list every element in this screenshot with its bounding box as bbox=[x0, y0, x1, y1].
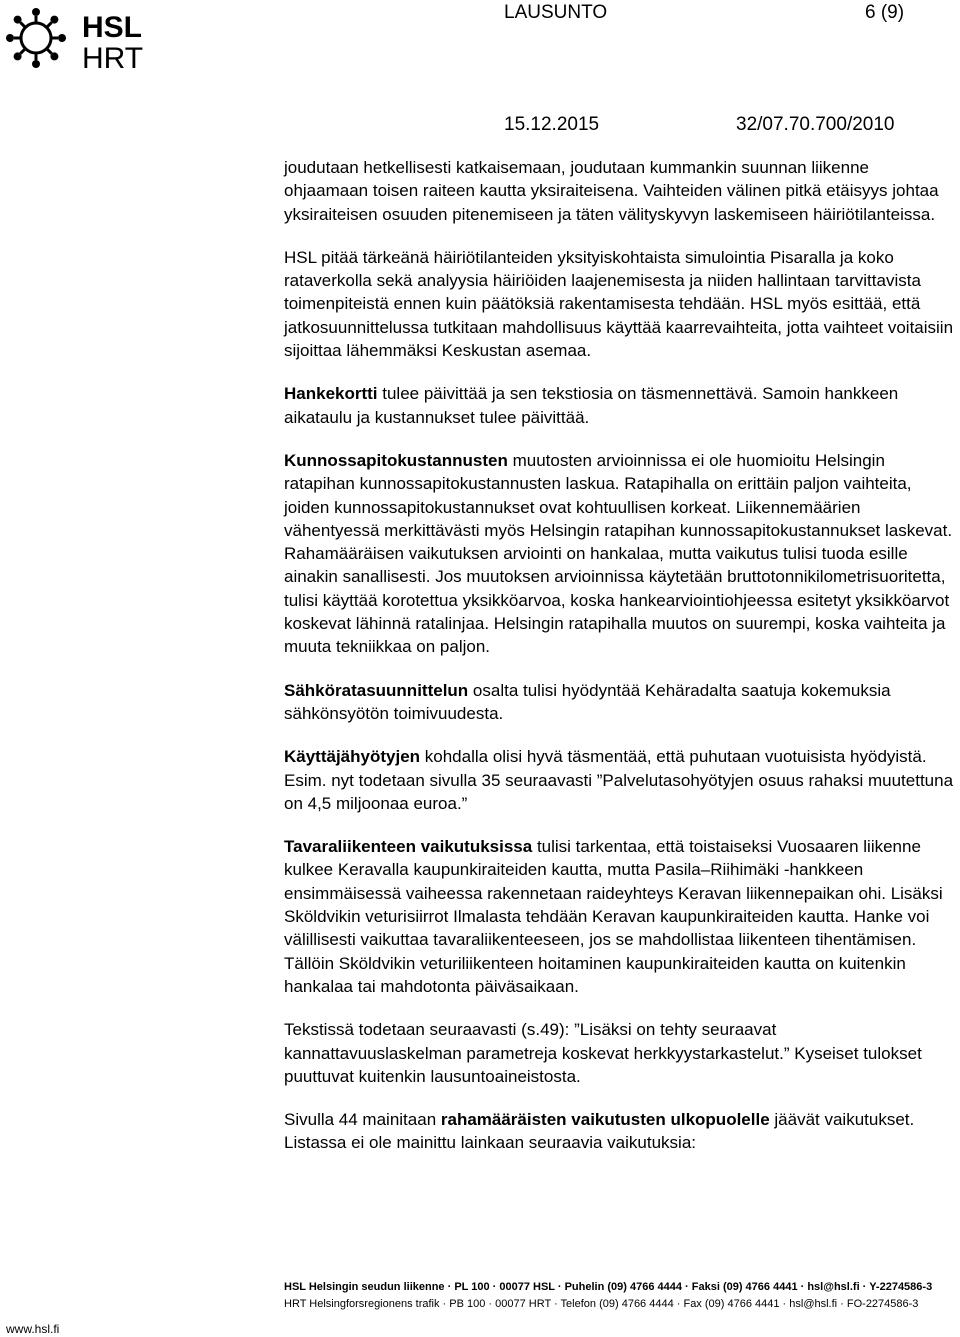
document-type: LAUSUNTO bbox=[504, 2, 608, 23]
bold-term: Kunnossapitokustannusten bbox=[284, 450, 508, 470]
paragraph-text: jäävät vaikutukset. Listassa ei ole mainittu lainkaan seuraavia vaikutuksia: bbox=[284, 1110, 915, 1153]
paragraph-text: Tekstissä todetaan seuraavasti (s.49): ”Lisäksi on tehty seuraavat kannattavuuslaskelman parametreja koskevat herkkyystarkastelut.” Kyseiset tulokset puuttuvat kuitenkin lausuntoaineistosta. bbox=[284, 1020, 922, 1086]
paragraph bbox=[284, 449, 956, 659]
paragraph bbox=[284, 1108, 956, 1155]
logo-hsl-text: HSL bbox=[82, 11, 142, 44]
paragraph-text: kohdalla olisi hyvä täsmentää, että puhutaan vuotuisista hyödyistä. Esim. nyt todetaan sivulla 35 seuraavasti ”Palvelutasohyötyjen osuus rahaksi muutettuna on 4,5 miljoonaa euroa.” bbox=[284, 747, 954, 813]
page-number: 6 (9) bbox=[865, 2, 905, 23]
paragraph-text: Sivulla 44 mainitaan bbox=[284, 1110, 441, 1130]
hsl-logo bbox=[4, 6, 154, 70]
paragraph bbox=[284, 679, 956, 726]
paragraph-text: osalta tulisi hyödyntää Kehäradalta saatuja kokemuksia sähkönsyötön toimivuudesta. bbox=[284, 680, 891, 723]
bold-term: rahamääräisten vaikutusten ulkopuolelle bbox=[440, 1110, 770, 1130]
logo-hrt-text: HRT bbox=[82, 42, 144, 70]
paragraph bbox=[284, 156, 956, 226]
bold-term: Hankekortti bbox=[284, 384, 378, 404]
bold-term: Tavaraliikenteen vaikutuksissa bbox=[284, 837, 533, 857]
paragraph bbox=[284, 382, 956, 429]
document-body bbox=[284, 156, 956, 1175]
reference-number: 32/07.70.700/2010 bbox=[736, 114, 895, 135]
footer-swedish-contact: HRT Helsingforsregionens trafik · PB 100 · 00077 HRT · Telefon (09) 4766 4444 · Fax (09) 4766 4441 · hsl@hsl.fi · FO-2274586-3 bbox=[284, 1298, 919, 1310]
bold-term: Sähköratasuunnittelun bbox=[284, 680, 469, 700]
sun-icon bbox=[6, 8, 66, 68]
paragraph bbox=[284, 246, 956, 362]
footer bbox=[284, 1279, 932, 1313]
bold-term: Käyttäjähyötyjen bbox=[284, 747, 421, 767]
paragraph bbox=[284, 745, 956, 815]
paragraph bbox=[284, 1018, 956, 1088]
footer-website-link[interactable]: www.hsl.fi bbox=[6, 1322, 60, 1336]
paragraph-text: joudutaan hetkellisesti katkaisemaan, joudutaan kummankin suunnan liikenne ohjaamaan toisen raiteen kautta yksiraiteisena. Vaihteiden välinen pitkä etäisyys johtaa yksiraiteisen osuuden pitenemiseen ja täten välityskyvyn laskemiseen häiriötilanteissa. bbox=[284, 158, 939, 224]
document-date: 15.12.2015 bbox=[504, 114, 600, 135]
paragraph-text: tulee päivittää ja sen tekstiosia on täsmennettävä. Samoin hankkeen aikataulu ja kustannukset tulee päivittää. bbox=[284, 384, 899, 427]
paragraph bbox=[284, 835, 956, 998]
paragraph-text: muutosten arvioinnissa ei ole huomioitu Helsingin ratapihan kunnossapitokustannusten laskua. Ratapihalla on erittäin paljon vaihteita, joiden kunnossapitokustannukset ovat kohtuullisen korkeat. Liikennemäärien vähentyessä merkittävästi myös Helsingin ratapihan kunnossapitokustannukset laskevat. Rahamääräisen vaikutuksen arviointi on hankalaa, mutta vaikutus tulisi tuoda esille ainakin sanallisesti. Jos muutoksen arvioinnissa käytetään bruttotonnikilometrisuoritetta, tulisi käyttää korotettua yksikköarvoa, koska hankearviointiohjeessa esitetyt yksikköarvot koskevat lähinnä ratalinjaa. Helsingin ratapihalla muutos on suurempi, koska vaihteita ja muuta tekniikkaa on paljon. bbox=[284, 450, 953, 657]
paragraph-text: tulisi tarkentaa, että toistaiseksi Vuosaaren liikenne kulkee Keravalla kaupunkiraiteiden kautta, mutta Pasila–Riihimäki -hankkeen ensimmäisessä vaiheessa rakennetaan raideyhteys Keravan liikennepaikan ohi. Lisäksi Sköldvikin veturisiirrot Ilmalasta tehdään Keravan kaupunkiraiteiden kautta. Hanke voi välillisesti vaikuttaa tavaraliikenteeseen, jos se mahdollistaa liikenteen tihentämisen. Tällöin Sköldvikin veturiliikenteen hoitaminen kaupunkiraiteiden kautta on kuitenkin hankalaa tai mahdotonta päiväsaikaan. bbox=[284, 837, 943, 996]
footer-finnish-contact: HSL Helsingin seudun liikenne · PL 100 · 00077 HSL · Puhelin (09) 4766 4444 · Faksi (09) 4766 4441 · hsl@hsl.fi · Y-2274586-3 bbox=[284, 1281, 933, 1293]
paragraph-text: HSL pitää tärkeänä häiriötilanteiden yksityiskohtaista simulointia Pisaralla ja koko rataverkolla sekä analyysia häiriöiden laajenemisesta ja niiden hallintaan tarvittavista toimenpiteistä ennen kuin päätöksiä rakentamisesta tehdään. HSL myös esittää, että jatkosuunnittelussa tutkitaan mahdollisuus käyttää kaarrevaihteita, jotta vaihteet voitaisiin sijoittaa lähemmäksi Keskustan asemaa. bbox=[284, 247, 954, 361]
